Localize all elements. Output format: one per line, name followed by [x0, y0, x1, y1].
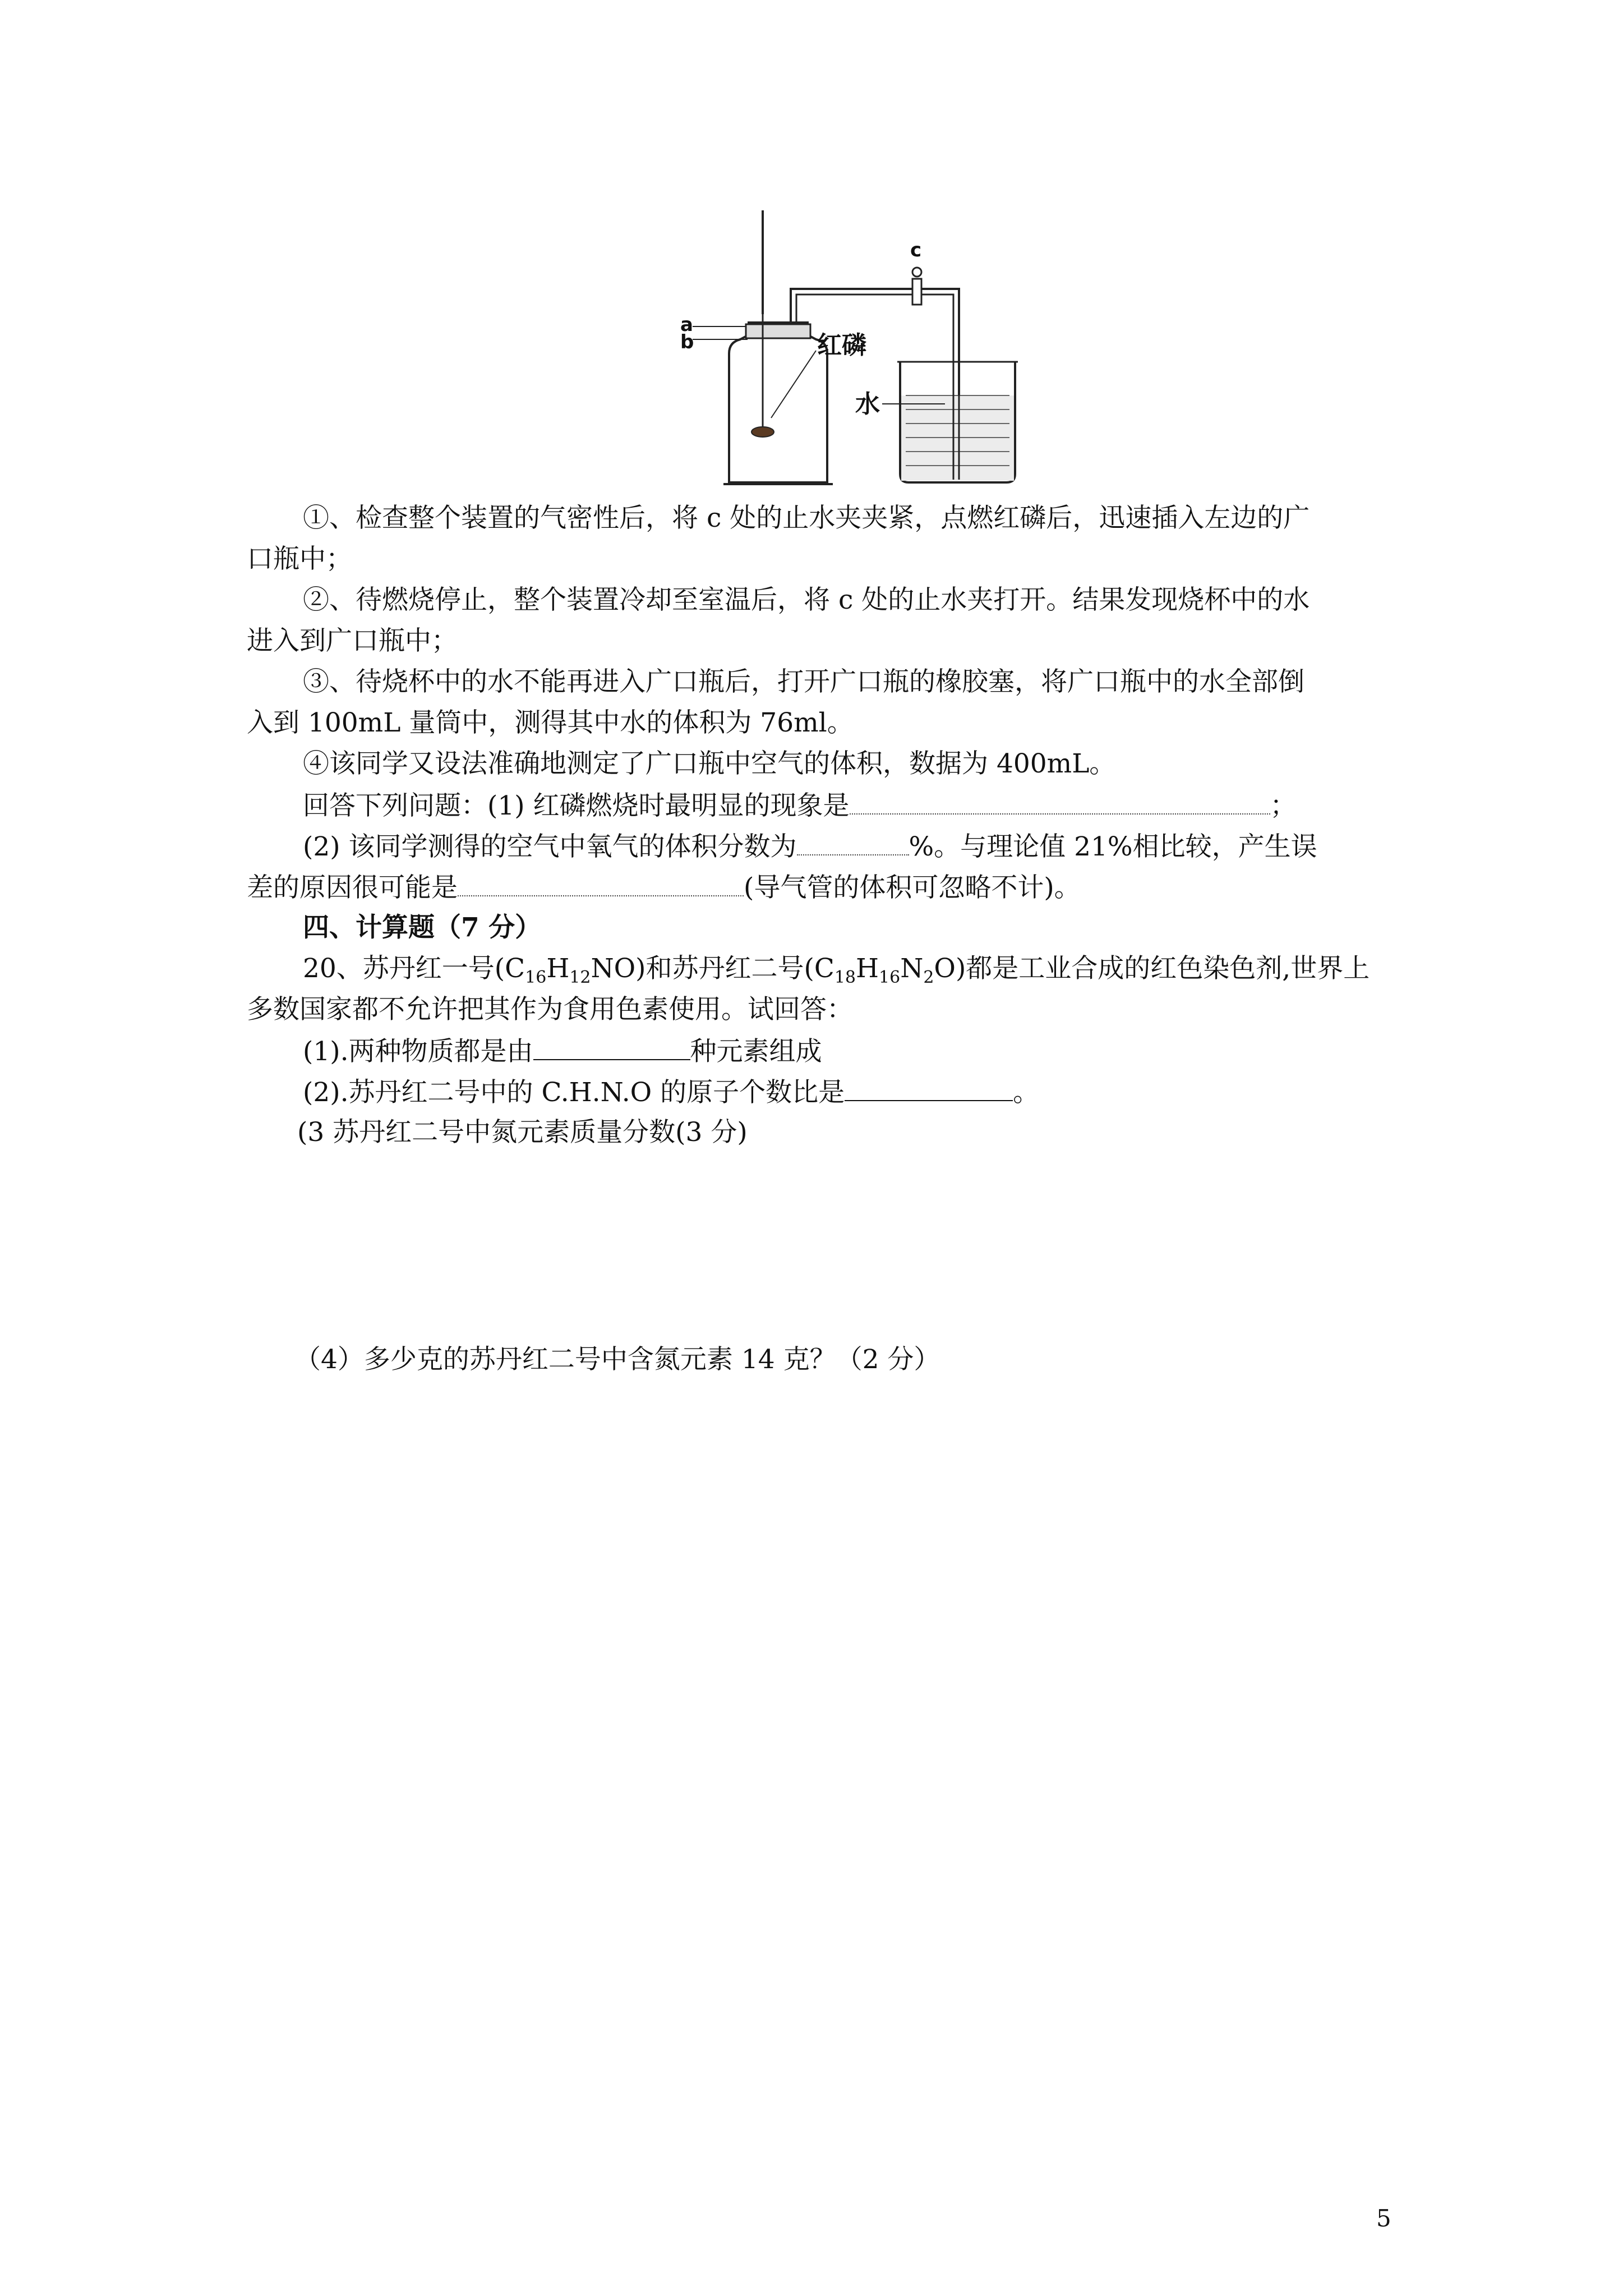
step-4: ④该同学又设法准确地测定了广口瓶中空气的体积，数据为 400mL。 — [303, 748, 1116, 779]
sub-question-2-text: (2).苏丹红二号中的 C.H.N.O 的原子个数比是 — [303, 1077, 845, 1108]
sub-question-1-tail: 种元素组成 — [690, 1036, 822, 1067]
label-c: c — [910, 239, 922, 261]
formula-1-c: C — [505, 953, 525, 984]
question-2-tail: %。与理论值 21%相比较，产生误 — [909, 831, 1317, 862]
question-1 — [303, 789, 1297, 822]
label-a: a — [680, 314, 693, 336]
question-2-line-2 — [247, 871, 1081, 904]
answer-blank-elements[interactable] — [533, 1034, 690, 1060]
sub-question-3: (3 苏丹红二号中氮元素质量分数(3 分) — [297, 1117, 748, 1148]
page-number: 5 — [1376, 2205, 1391, 2232]
section-4-heading: 四、计算题（7 分） — [303, 912, 542, 943]
sub-question-1-text: (1).两种物质都是由 — [303, 1036, 533, 1067]
problem-20-line-2: 多数国家都不允许把其作为食用色素使用。试回答： — [247, 994, 853, 1025]
formula-1-c-count: 16 — [525, 968, 547, 987]
formula-1-h-count: 12 — [569, 968, 591, 987]
answer-blank-ratio[interactable] — [845, 1075, 1013, 1101]
water-clamp — [912, 279, 921, 305]
problem-20-mid: 和苏丹红二号( — [645, 953, 814, 984]
formula-2-h-count: 16 — [879, 968, 901, 987]
label-red-phosphorus: 红磷 — [817, 331, 866, 360]
wide-mouth-bottle — [729, 323, 827, 482]
label-water: 水 — [855, 390, 880, 418]
problem-20-intro: 20、苏丹红一号( — [303, 953, 505, 984]
answer-blank-1[interactable] — [850, 789, 1270, 815]
formula-2-c: C — [814, 953, 834, 984]
formula-2-h: H — [856, 953, 879, 984]
sub-question-1 — [303, 1034, 822, 1068]
question-2-text: (2) 该同学测得的空气中氧气的体积分数为 — [303, 831, 797, 862]
apparatus-diagram — [670, 210, 1035, 491]
formula-1-h: H — [546, 953, 570, 984]
sub-question-4: （4）多少克的苏丹红二号中含氮元素 14 克？（2 分） — [294, 1344, 940, 1375]
sub-question-2 — [303, 1075, 1039, 1109]
question-1-end: ； — [1270, 790, 1297, 821]
rubber-stopper — [746, 324, 810, 338]
step-2-line-1: ②、待燃烧停止，整个装置冷却至室温后，将 c 处的止水夹打开。结果发现烧杯中的水 — [303, 585, 1310, 615]
question-1-text: 回答下列问题：(1) 红磷燃烧时最明显的现象是 — [303, 790, 850, 821]
step-3-line-1: ③、待烧杯中的水不能再进入广口瓶后，打开广口瓶的橡胶塞，将广口瓶中的水全部倒 — [303, 666, 1304, 697]
question-2-line-2-tail: (导气管的体积可忽略不计)。 — [744, 872, 1081, 903]
formula-2-rest: O) — [934, 953, 966, 984]
formula-1-rest: NO) — [591, 953, 646, 984]
problem-20-line-1 — [303, 953, 1370, 988]
answer-blank-3[interactable] — [458, 871, 744, 896]
formula-2-c-count: 18 — [834, 968, 856, 987]
red-phosphorus-spoon — [751, 427, 774, 437]
step-2-line-2: 进入到广口瓶中； — [247, 625, 458, 656]
clamp-screw — [912, 268, 921, 277]
step-1-line-2: 口瓶中； — [247, 544, 352, 574]
apparatus-figure — [670, 210, 1035, 491]
sub-question-2-tail: 。 — [1013, 1077, 1040, 1108]
phosphorus-pointer — [771, 351, 816, 418]
step-3-line-2: 入到 100mL 量筒中，测得其中水的体积为 76ml。 — [247, 707, 854, 738]
formula-2-n: N — [900, 953, 924, 984]
question-2-line-2-text: 差的原因很可能是 — [247, 872, 458, 903]
answer-blank-2[interactable] — [797, 830, 909, 855]
formula-2-n-count: 2 — [923, 968, 934, 987]
question-2 — [303, 830, 1317, 863]
step-1-line-1: ①、检查整个装置的气密性后，将 c 处的止水夹夹紧，点燃红磷后，迅速插入左边的广 — [303, 503, 1310, 533]
problem-20-end: 都是工业合成的红色染色剂,世界上 — [966, 953, 1370, 984]
label-b: b — [680, 331, 694, 353]
